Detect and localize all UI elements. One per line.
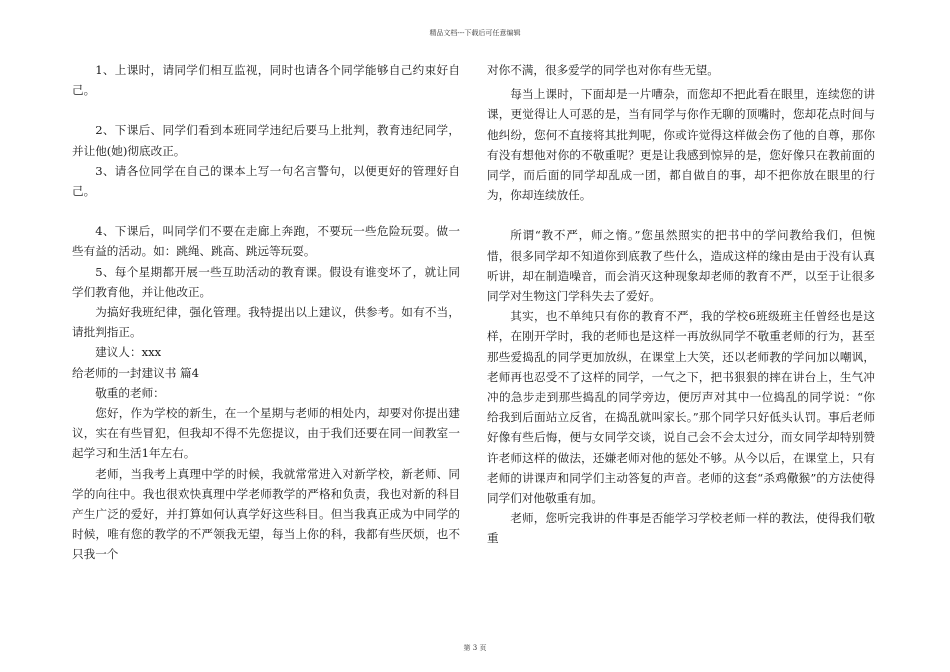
paragraph: 敬重的老师： [95,385,165,400]
paragraph: 5、每个星期都开展一些互助活动的教育课。假设有谁变坏了，就让同学们教育他，并让他改正。 [72,264,460,299]
page-number: 第 3 页 [463,644,487,652]
page-header: 精品文档---下载后可任意编辑 [429,29,521,37]
paragraph: 老师，当我考上真理中学的时候，我就常常进入对新学校，新老师、同学的向往中。我也很欢快真理中学老师教学的严格和负责，我也对新的科目产生广泛的爱好，并打算如何认真学好这些科目。但当我真正成为中同学的时候，唯有您的教学的不严领我无望，每当上你的科，我都有些厌烦，也不只我一个 [72,466,460,562]
paragraph: 3、请各位同学在自己的课本上写一句名言警句，以便更好的管理好自己。 [72,163,460,199]
paragraph-gap [72,201,460,221]
paragraph-gap [72,100,460,120]
paragraph: 4、下课后，叫同学们不要在走廊上奔跑，不要玩一些危险玩耍。做一些有益的活动。如：跳绳、跳高、跳远等玩耍。 [72,224,460,259]
paragraph-gap [487,205,875,225]
paragraph: 老师，您听完我讲的件事是否能学习学校老师一样的教法，使得我们敬重 [487,511,875,546]
paragraph: 给老师的一封建议书 篇4 [72,365,199,380]
paragraph: 2、下课后、同学们看到本班同学违纪后要马上批判，教育违纪同学，并让他(她)彻底改正。 [72,123,460,158]
right-column [487,60,875,549]
left-column [72,60,460,565]
paragraph: 为搞好我班纪律，强化管理。我特提出以上建议，供参考。如有不当，请批判指正。 [72,305,460,340]
paragraph: 所谓“教不严，师之惰。”您虽然照实的把书中的学问教给我们，但惋惜，很多同学却不知道你到底教了些什么，造成这样的缘由是由于没有认真听讲，却在制造噪音，而会消灭这种现象却老师的教育不严，以至于让很多同学对生物这门学科失去了爱好。 [487,228,875,304]
paragraph: 其实，也不单纯只有你的教育不严，我的学校6班级班主任曾经也是这样，在刚开学时，我的老师也是这样一再放纵同学不敬重老师的行为，甚至那些爱捣乱的同学更加放纵，在课堂上大笑，还以老师教的学问加以嘲讽，老师再也忍受不了这样的同学，一气之下，把书狠狠的摔在讲台上，生气冲冲的急步走到那些捣乱的同学旁边，便厉声对其中一位捣乱的同学说：“你给我到后面站立反省，在捣乱就叫家长。”那个同学只好低头认罚。事后老师好像有些后悔，便与女同学交谈，说自己会不会太过分，而女同学却特别赞许老师这样的做法，还嫌老师对他的惩处不够。从今以后，在课堂上，只有老师的讲课声和同学们主动答复的声音。老师的这套“杀鸡儆猴”的方法使得同学们对他敬重有加。 [487,309,875,506]
paragraph: 建议人：xxx [95,345,162,360]
paragraph: 对你不满，很多爱学的同学也对你有些无望。 [487,63,719,77]
paragraph: 每当上课时，下面却是一片嘈杂，而您却不把此看在眼里，连续您的讲课，更觉得让人可恶的是，当有同学与你作无聊的顶嘴时，您却花点时间与他纠纷，您何不直接将其批判呢，你或许觉得这样做会伤了他的自尊，那你有没有想他对你的不敬重呢？更是让我感到惊异的是，您好像只在教前面的同学，而后面的同学却乱成一团，都自做自的事，却不把你放在眼里的行为，你却连续放任。 [487,87,875,203]
paragraph: 1、上课时，请同学们相互监视，同时也请各个同学能够自己约束好自己。 [72,63,460,98]
paragraph: 您好，作为学校的新生，在一个星期与老师的相处内，却要对你提出建议，实在有些冒犯，但我却不得不先您提议，由于我们还要在同一间教室一起学习和生活1年左右。 [72,406,460,461]
